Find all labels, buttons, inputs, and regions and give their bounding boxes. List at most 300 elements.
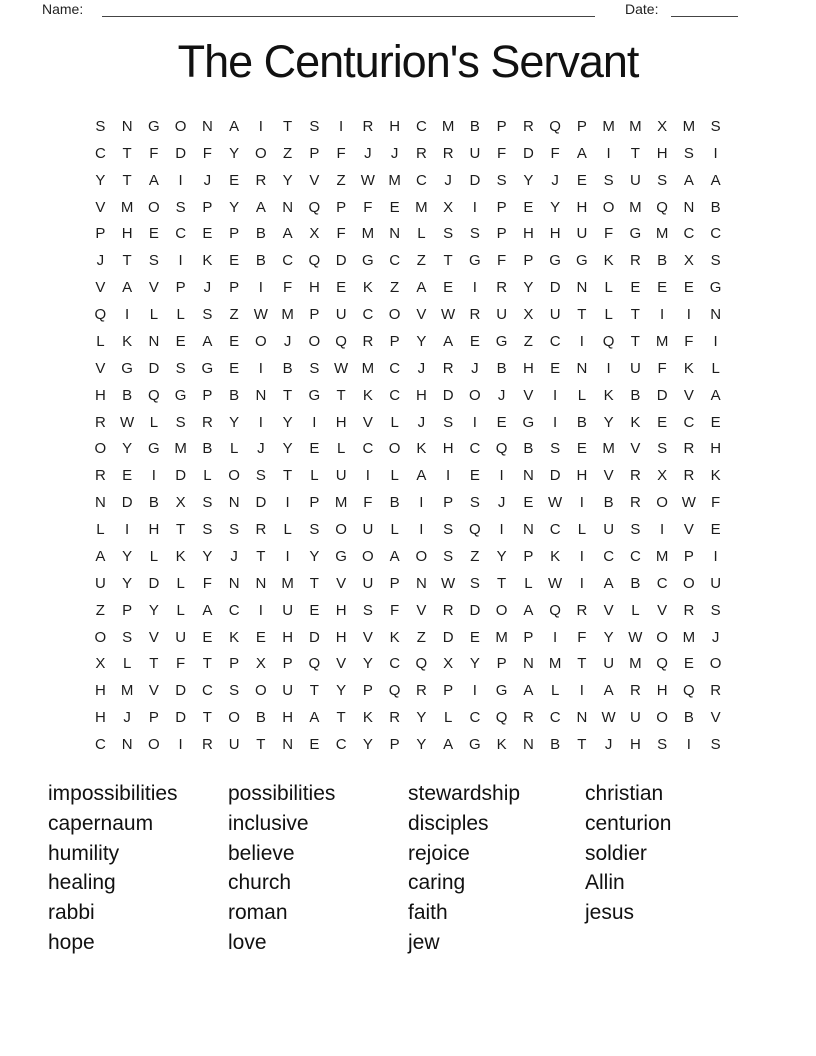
- grid-letter: G: [549, 252, 561, 270]
- grid-letter: E: [309, 601, 320, 619]
- grid-letter: U: [362, 521, 374, 539]
- grid-letter: H: [282, 709, 294, 727]
- grid-letter: E: [175, 332, 186, 350]
- grid-letter: W: [441, 574, 456, 592]
- grid-letter: N: [576, 279, 588, 297]
- grid-letter: D: [442, 386, 454, 404]
- grid-letter: V: [416, 306, 427, 324]
- word-list-column: [228, 779, 335, 958]
- grid-letter: D: [308, 628, 320, 646]
- grid-letter: N: [522, 521, 534, 539]
- grid-letter: U: [629, 171, 641, 189]
- grid-letter: R: [683, 467, 695, 485]
- grid-letter: V: [603, 467, 614, 485]
- grid-letter: O: [495, 601, 508, 619]
- grid-letter: Y: [523, 279, 534, 297]
- grid-letter: Q: [549, 117, 561, 135]
- grid-letter: C: [389, 386, 401, 404]
- grid-letter: Q: [602, 332, 615, 350]
- grid-letter: T: [630, 144, 640, 162]
- grid-letter: A: [443, 736, 454, 754]
- grid-letter: L: [631, 601, 640, 619]
- name-fill-in-line: [102, 16, 595, 17]
- grid-letter: T: [283, 117, 293, 135]
- grid-letter: F: [202, 574, 212, 592]
- grid-letter: L: [203, 467, 212, 485]
- grid-letter: E: [576, 440, 587, 458]
- grid-letter: I: [365, 467, 370, 485]
- grid-letter: H: [549, 225, 561, 243]
- grid-letter: V: [523, 386, 534, 404]
- grid-letter: W: [548, 494, 563, 512]
- grid-letter: J: [417, 413, 426, 431]
- grid-letter: P: [336, 198, 347, 216]
- grid-letter: M: [334, 494, 348, 512]
- grid-letter: Q: [495, 440, 508, 458]
- grid-letter: O: [709, 655, 722, 673]
- grid-letter: A: [389, 547, 400, 565]
- grid-letter: O: [388, 306, 401, 324]
- grid-letter: V: [95, 279, 106, 297]
- grid-letter: M: [629, 198, 642, 216]
- grid-letter: P: [148, 709, 159, 727]
- grid-letter: Q: [656, 198, 668, 216]
- grid-letter: G: [121, 359, 133, 377]
- grid-letter: M: [602, 440, 615, 458]
- grid-letter: M: [682, 628, 696, 646]
- grid-letter: R: [576, 601, 588, 619]
- grid-letter: R: [629, 494, 641, 512]
- grid-letter: B: [282, 359, 293, 377]
- grid-letter: W: [253, 306, 268, 324]
- grid-letter: R: [201, 736, 213, 754]
- grid-letter: C: [415, 117, 427, 135]
- grid-letter: J: [497, 494, 506, 512]
- word-item: jew: [408, 930, 440, 954]
- grid-letter: I: [499, 467, 504, 485]
- grid-letter: O: [602, 198, 615, 216]
- grid-letter: T: [202, 655, 212, 673]
- grid-letter: V: [362, 413, 373, 431]
- grid-letter: F: [363, 198, 373, 216]
- grid-letter: M: [655, 332, 669, 350]
- grid-letter: Y: [122, 547, 133, 565]
- grid-letter: B: [255, 225, 266, 243]
- grid-letter: E: [630, 279, 641, 297]
- grid-letter: C: [683, 225, 695, 243]
- grid-letter: I: [472, 198, 477, 216]
- grid-letter: S: [202, 494, 213, 512]
- grid-letter: R: [389, 709, 401, 727]
- grid-letter: B: [683, 709, 694, 727]
- grid-letter: N: [94, 494, 106, 512]
- grid-letter: U: [228, 736, 240, 754]
- grid-letter: V: [683, 521, 694, 539]
- grid-letter: I: [660, 306, 665, 324]
- grid-letter: N: [522, 655, 534, 673]
- grid-letter: S: [683, 144, 694, 162]
- grid-letter: Q: [308, 252, 321, 270]
- grid-letter: I: [178, 252, 183, 270]
- grid-letter: I: [446, 467, 451, 485]
- grid-letter: G: [709, 279, 722, 297]
- grid-letter: C: [656, 574, 668, 592]
- grid-letter: W: [120, 413, 135, 431]
- grid-letter: O: [308, 332, 321, 350]
- grid-letter: I: [472, 682, 477, 700]
- grid-letter: Y: [202, 547, 213, 565]
- grid-letter: P: [229, 655, 240, 673]
- grid-letter: R: [629, 682, 641, 700]
- grid-letter: V: [683, 386, 694, 404]
- grid-letter: R: [710, 682, 722, 700]
- grid-letter: Q: [549, 601, 561, 619]
- grid-letter: L: [390, 413, 399, 431]
- grid-letter: Y: [336, 682, 347, 700]
- grid-letter: O: [228, 709, 240, 727]
- grid-letter: C: [362, 306, 374, 324]
- grid-letter: N: [389, 225, 401, 243]
- grid-letter: P: [309, 494, 320, 512]
- grid-letter: S: [309, 359, 320, 377]
- grid-letter: M: [281, 306, 294, 324]
- grid-letter: Y: [309, 547, 320, 565]
- grid-letter: R: [415, 682, 427, 700]
- grid-letter: T: [283, 386, 293, 404]
- grid-letter: P: [496, 117, 507, 135]
- word-item: faith: [408, 901, 448, 925]
- grid-letter: Y: [229, 413, 240, 431]
- grid-letter: W: [601, 709, 616, 727]
- grid-letter: S: [657, 171, 668, 189]
- page-title: The Centurion's Servant: [177, 36, 639, 87]
- grid-letter: O: [94, 440, 107, 458]
- grid-letter: P: [443, 682, 454, 700]
- grid-letter: W: [360, 171, 375, 189]
- grid-letter: K: [202, 252, 213, 270]
- grid-letter: N: [522, 736, 534, 754]
- grid-letter: J: [497, 386, 506, 404]
- grid-letter: H: [656, 144, 668, 162]
- grid-letter: J: [444, 171, 452, 189]
- grid-letter: O: [656, 628, 668, 646]
- grid-letter: H: [335, 601, 347, 619]
- grid-letter: I: [312, 413, 317, 431]
- grid-letter: I: [579, 682, 584, 700]
- grid-letter: P: [523, 252, 534, 270]
- grid-letter: R: [496, 279, 508, 297]
- grid-letter: Y: [362, 655, 373, 673]
- grid-letter: L: [524, 574, 533, 592]
- word-list-column: [585, 779, 671, 928]
- grid-letter: T: [336, 386, 346, 404]
- grid-letter: O: [255, 682, 267, 700]
- grid-letter: L: [122, 655, 132, 673]
- grid-letter: N: [282, 198, 294, 216]
- grid-letter: Q: [388, 682, 401, 700]
- grid-letter: U: [282, 682, 294, 700]
- grid-letter: P: [683, 547, 694, 565]
- grid-letter: E: [309, 440, 320, 458]
- grid-letter: U: [710, 574, 722, 592]
- grid-letter: Q: [683, 682, 695, 700]
- grid-letter: A: [523, 682, 534, 700]
- grid-letter: M: [629, 655, 642, 673]
- grid-letter: I: [579, 494, 584, 512]
- grid-letter: P: [389, 736, 400, 754]
- grid-letter: U: [94, 574, 106, 592]
- grid-letter: J: [283, 332, 292, 350]
- grid-letter: S: [630, 521, 641, 539]
- grid-letter: P: [309, 306, 320, 324]
- grid-letter: I: [178, 736, 183, 754]
- grid-letter: I: [579, 547, 584, 565]
- grid-letter: R: [442, 359, 454, 377]
- grid-letter: M: [548, 655, 562, 673]
- grid-letter: U: [496, 306, 508, 324]
- grid-letter: S: [657, 736, 668, 754]
- grid-letter: E: [229, 332, 240, 350]
- grid-letter: C: [469, 709, 481, 727]
- grid-letter: K: [362, 709, 373, 727]
- grid-letter: R: [442, 601, 454, 619]
- grid-letter: A: [229, 117, 240, 135]
- grid-letter: K: [550, 547, 561, 565]
- grid-letter: M: [441, 117, 455, 135]
- grid-letter: Y: [122, 440, 133, 458]
- grid-letter: L: [176, 601, 185, 619]
- grid-letter: P: [389, 574, 400, 592]
- grid-letter: I: [178, 171, 183, 189]
- grid-letter: E: [469, 467, 480, 485]
- grid-letter: Z: [416, 252, 426, 270]
- grid-letter: D: [335, 252, 347, 270]
- grid-letter: M: [361, 225, 375, 243]
- grid-letter: O: [228, 467, 240, 485]
- grid-letter: O: [362, 547, 374, 565]
- grid-letter: D: [148, 574, 160, 592]
- grid-letter: C: [389, 655, 401, 673]
- grid-letter: K: [122, 332, 133, 350]
- grid-letter: L: [310, 467, 319, 485]
- grid-letter: M: [602, 117, 615, 135]
- grid-letter: T: [283, 467, 293, 485]
- grid-letter: T: [630, 332, 640, 350]
- grid-letter: I: [285, 547, 290, 565]
- grid-letter: S: [443, 225, 454, 243]
- grid-letter: B: [710, 198, 721, 216]
- grid-letter: E: [710, 521, 721, 539]
- grid-letter: Y: [122, 574, 133, 592]
- grid-letter: M: [281, 574, 294, 592]
- grid-letter: I: [258, 601, 263, 619]
- grid-letter: E: [683, 655, 694, 673]
- grid-letter: J: [364, 144, 372, 162]
- grid-letter: M: [120, 198, 134, 216]
- grid-letter: I: [713, 144, 718, 162]
- grid-letter: X: [443, 198, 454, 216]
- grid-letter: P: [95, 225, 106, 243]
- grid-letter: F: [657, 359, 667, 377]
- grid-letter: L: [149, 306, 159, 324]
- grid-letter: I: [686, 306, 691, 324]
- grid-letter: S: [202, 306, 213, 324]
- grid-letter: E: [523, 198, 534, 216]
- grid-letter: X: [657, 117, 668, 135]
- grid-letter: I: [472, 279, 477, 297]
- grid-letter: G: [362, 252, 374, 270]
- grid-letter: U: [549, 306, 561, 324]
- grid-letter: G: [148, 117, 160, 135]
- grid-letter: B: [576, 413, 587, 431]
- grid-letter: R: [629, 467, 641, 485]
- grid-letter: I: [339, 117, 344, 135]
- grid-letter: A: [683, 171, 694, 189]
- grid-letter: H: [629, 736, 641, 754]
- grid-letter: X: [523, 306, 534, 324]
- grid-letter: Y: [282, 413, 293, 431]
- grid-letter: U: [469, 144, 481, 162]
- grid-letter: P: [496, 225, 507, 243]
- grid-letter: E: [229, 171, 240, 189]
- grid-letter: B: [122, 386, 133, 404]
- word-item: inclusive: [228, 811, 309, 835]
- grid-letter: S: [309, 521, 320, 539]
- grid-letter: I: [125, 521, 130, 539]
- grid-letter: T: [577, 306, 587, 324]
- grid-letter: Y: [282, 440, 293, 458]
- grid-letter: G: [576, 252, 588, 270]
- grid-letter: S: [710, 601, 721, 619]
- grid-letter: H: [522, 225, 534, 243]
- grid-letter: L: [390, 521, 399, 539]
- grid-letter: N: [148, 332, 160, 350]
- grid-letter: T: [122, 144, 132, 162]
- grid-letter: K: [362, 279, 373, 297]
- word-item: centurion: [585, 811, 672, 835]
- grid-letter: T: [577, 736, 587, 754]
- grid-letter: O: [174, 117, 187, 135]
- grid-letter: P: [202, 386, 213, 404]
- grid-letter: I: [660, 521, 665, 539]
- grid-letter: B: [469, 117, 480, 135]
- grid-letter: W: [334, 359, 349, 377]
- grid-letter: E: [469, 628, 480, 646]
- grid-letter: O: [388, 440, 401, 458]
- grid-letter: R: [522, 709, 534, 727]
- grid-letter: T: [256, 736, 266, 754]
- grid-letter: A: [282, 225, 293, 243]
- grid-letter: Z: [283, 144, 293, 162]
- grid-letter: V: [336, 574, 347, 592]
- grid-letter: Y: [148, 601, 159, 619]
- word-item: healing: [48, 871, 116, 895]
- grid-letter: C: [469, 440, 481, 458]
- word-search-grid: [87, 113, 729, 758]
- grid-letter: F: [550, 144, 560, 162]
- grid-letter: Y: [416, 736, 427, 754]
- grid-letter: E: [496, 413, 507, 431]
- word-item: capernaum: [48, 811, 154, 835]
- grid-letter: A: [710, 386, 721, 404]
- grid-letter: G: [495, 682, 508, 700]
- grid-letter: R: [683, 440, 695, 458]
- grid-letter: F: [604, 225, 614, 243]
- grid-letter: U: [603, 521, 615, 539]
- grid-letter: G: [469, 736, 481, 754]
- grid-letter: D: [121, 494, 133, 512]
- word-list-column: [408, 779, 520, 958]
- grid-letter: C: [549, 521, 561, 539]
- grid-letter: S: [229, 682, 240, 700]
- grid-letter: T: [577, 655, 587, 673]
- grid-letter: S: [496, 171, 507, 189]
- grid-letter: X: [309, 225, 320, 243]
- grid-letter: M: [415, 198, 428, 216]
- grid-letter: C: [335, 736, 347, 754]
- grid-letter: C: [362, 440, 374, 458]
- grid-letter: P: [576, 117, 587, 135]
- grid-letter: W: [681, 494, 696, 512]
- grid-letter: B: [389, 494, 400, 512]
- grid-letter: U: [175, 628, 187, 646]
- grid-letter: H: [415, 386, 427, 404]
- grid-letter: E: [202, 628, 213, 646]
- grid-letter: A: [576, 144, 587, 162]
- grid-letter: C: [228, 601, 240, 619]
- grid-letter: K: [603, 386, 614, 404]
- grid-letter: O: [656, 709, 668, 727]
- grid-letter: I: [713, 547, 718, 565]
- grid-letter: E: [523, 494, 534, 512]
- grid-letter: C: [175, 225, 187, 243]
- grid-letter: M: [361, 359, 375, 377]
- grid-letter: X: [443, 655, 454, 673]
- grid-letter: Y: [469, 655, 480, 673]
- grid-letter: Q: [656, 655, 668, 673]
- grid-letter: H: [94, 682, 106, 700]
- grid-letter: T: [309, 574, 319, 592]
- grid-letter: H: [308, 279, 320, 297]
- grid-letter: A: [443, 332, 454, 350]
- grid-letter: L: [149, 413, 159, 431]
- grid-letter: Z: [95, 601, 105, 619]
- grid-letter: D: [656, 386, 668, 404]
- grid-letter: S: [229, 521, 240, 539]
- grid-letter: I: [258, 359, 263, 377]
- grid-letter: W: [628, 628, 643, 646]
- grid-letter: X: [255, 655, 266, 673]
- grid-letter: X: [683, 252, 694, 270]
- grid-letter: D: [469, 171, 481, 189]
- grid-letter: S: [95, 117, 106, 135]
- grid-letter: X: [175, 494, 186, 512]
- grid-letter: O: [656, 494, 668, 512]
- grid-letter: I: [553, 413, 558, 431]
- grid-letter: I: [419, 521, 424, 539]
- grid-letter: T: [630, 306, 640, 324]
- grid-letter: C: [549, 709, 561, 727]
- grid-letter: N: [415, 574, 427, 592]
- word-item: roman: [228, 901, 288, 925]
- grid-letter: C: [683, 413, 695, 431]
- grid-letter: S: [657, 440, 668, 458]
- word-item: rejoice: [408, 841, 470, 865]
- grid-letter: M: [629, 117, 642, 135]
- grid-letter: N: [255, 386, 267, 404]
- grid-letter: H: [656, 682, 668, 700]
- word-item: hope: [48, 930, 95, 954]
